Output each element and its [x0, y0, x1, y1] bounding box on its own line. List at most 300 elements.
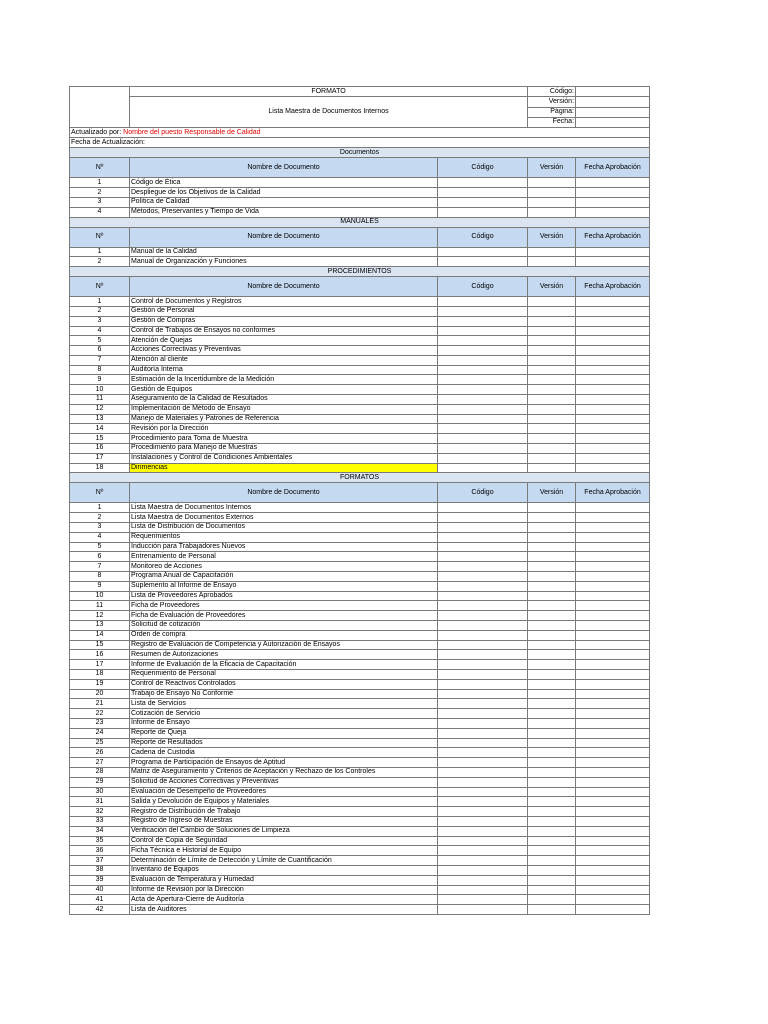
document-code[interactable] — [438, 679, 528, 689]
row-number: 37 — [70, 856, 130, 866]
document-version[interactable] — [528, 699, 576, 709]
document-code[interactable] — [438, 513, 528, 523]
document-code[interactable] — [438, 591, 528, 601]
document-version[interactable] — [528, 846, 576, 856]
document-approval-date[interactable] — [576, 767, 650, 777]
document-name: Ficha Técnica e Historial de Equipo — [130, 846, 438, 856]
document-version[interactable] — [528, 532, 576, 542]
document-name: Auditoría Interna — [130, 365, 438, 375]
document-name: Informe de Ensayo — [130, 718, 438, 728]
document-approval-date[interactable] — [576, 738, 650, 748]
document-code[interactable] — [438, 699, 528, 709]
document-code[interactable] — [438, 385, 528, 395]
table-row — [70, 826, 650, 836]
row-number: 1 — [70, 178, 130, 188]
table-row — [70, 385, 650, 395]
section-title-row — [70, 473, 650, 483]
document-version[interactable] — [528, 718, 576, 728]
document-version[interactable] — [528, 178, 576, 188]
table-row — [70, 562, 650, 572]
document-version[interactable] — [528, 758, 576, 768]
document-code[interactable] — [438, 365, 528, 375]
table-row — [70, 316, 650, 326]
document-version[interactable] — [528, 395, 576, 405]
document-version[interactable] — [528, 188, 576, 198]
document-code[interactable] — [438, 777, 528, 787]
document-code[interactable] — [438, 346, 528, 356]
document-code[interactable] — [438, 807, 528, 817]
row-number: 2 — [70, 257, 130, 267]
document-code[interactable] — [438, 434, 528, 444]
document-version[interactable] — [528, 591, 576, 601]
table-row — [70, 404, 650, 414]
document-approval-date[interactable] — [576, 601, 650, 611]
document-approval-date[interactable] — [576, 503, 650, 513]
document-approval-date[interactable] — [576, 895, 650, 905]
table-row — [70, 777, 650, 787]
document-version[interactable] — [528, 257, 576, 267]
document-approval-date[interactable] — [576, 365, 650, 375]
table-row — [70, 375, 650, 385]
document-code[interactable] — [438, 630, 528, 640]
document-approval-date[interactable] — [576, 816, 650, 826]
document-version[interactable] — [528, 905, 576, 915]
table-row — [70, 178, 650, 188]
document-name: Entrenamiento de Personal — [130, 552, 438, 562]
document-code[interactable] — [438, 247, 528, 257]
document-approval-date[interactable] — [576, 375, 650, 385]
document-approval-date[interactable] — [576, 709, 650, 719]
document-version[interactable] — [528, 385, 576, 395]
document-code[interactable] — [438, 826, 528, 836]
document-version[interactable] — [528, 572, 576, 582]
document-approval-date[interactable] — [576, 650, 650, 660]
document-version[interactable] — [528, 207, 576, 217]
document-version[interactable] — [528, 552, 576, 562]
document-approval-date[interactable] — [576, 797, 650, 807]
document-approval-date[interactable] — [576, 885, 650, 895]
table-row — [70, 453, 650, 463]
document-code[interactable] — [438, 787, 528, 797]
row-number: 3 — [70, 523, 130, 533]
row-number: 8 — [70, 572, 130, 582]
document-code[interactable] — [438, 188, 528, 198]
document-name: Estimación de la Incertidumbre de la Medición — [130, 375, 438, 385]
field-code-value[interactable] — [576, 87, 650, 97]
table-row — [70, 552, 650, 562]
document-version[interactable] — [528, 689, 576, 699]
document-approval-date[interactable] — [576, 865, 650, 875]
document-code[interactable] — [438, 552, 528, 562]
document-code[interactable] — [438, 444, 528, 454]
document-name: Procedimiento para Manejo de Muestras — [130, 444, 438, 454]
document-approval-date[interactable] — [576, 611, 650, 621]
document-code[interactable] — [438, 885, 528, 895]
document-approval-date[interactable] — [576, 689, 650, 699]
document-code[interactable] — [438, 846, 528, 856]
table-row — [70, 306, 650, 316]
document-code[interactable] — [438, 836, 528, 846]
document-approval-date[interactable] — [576, 875, 650, 885]
document-code[interactable] — [438, 856, 528, 866]
document-name: Cadena de Custodia — [130, 748, 438, 758]
document-code[interactable] — [438, 816, 528, 826]
document-approval-date[interactable] — [576, 453, 650, 463]
document-name: Matriz de Aseguramiento y Criterios de Aceptación y Rechazo de los Controles — [130, 767, 438, 777]
section-title: FORMATOS — [70, 473, 650, 483]
document-code[interactable] — [438, 395, 528, 405]
document-approval-date[interactable] — [576, 542, 650, 552]
column-header-row — [70, 158, 650, 178]
document-version[interactable] — [528, 326, 576, 336]
document-code[interactable] — [438, 453, 528, 463]
table-row — [70, 591, 650, 601]
document-approval-date[interactable] — [576, 787, 650, 797]
document-approval-date[interactable] — [576, 188, 650, 198]
document-approval-date[interactable] — [576, 660, 650, 670]
document-code[interactable] — [438, 257, 528, 267]
document-version[interactable] — [528, 562, 576, 572]
document-version[interactable] — [528, 523, 576, 533]
document-approval-date[interactable] — [576, 836, 650, 846]
row-number: 38 — [70, 865, 130, 875]
document-version[interactable] — [528, 611, 576, 621]
document-code[interactable] — [438, 355, 528, 365]
document-approval-date[interactable] — [576, 444, 650, 454]
col-header-date: Fecha Aprobación — [576, 277, 650, 297]
row-number: 10 — [70, 385, 130, 395]
row-number: 36 — [70, 846, 130, 856]
document-code[interactable] — [438, 197, 528, 207]
document-code[interactable] — [438, 581, 528, 591]
row-number: 19 — [70, 679, 130, 689]
row-number: 10 — [70, 591, 130, 601]
logo-cell — [70, 87, 130, 128]
document-approval-date[interactable] — [576, 728, 650, 738]
document-approval-date[interactable] — [576, 581, 650, 591]
table-row — [70, 905, 650, 915]
col-header-date: Fecha Aprobación — [576, 227, 650, 247]
row-number: 42 — [70, 905, 130, 915]
document-version[interactable] — [528, 463, 576, 473]
document-name: Reporte de Queja — [130, 728, 438, 738]
document-version[interactable] — [528, 434, 576, 444]
document-approval-date[interactable] — [576, 758, 650, 768]
document-sheet — [69, 86, 649, 915]
col-header-num: Nº — [70, 483, 130, 503]
document-approval-date[interactable] — [576, 523, 650, 533]
table-row — [70, 542, 650, 552]
row-number: 18 — [70, 670, 130, 680]
document-code[interactable] — [438, 414, 528, 424]
document-approval-date[interactable] — [576, 297, 650, 307]
document-approval-date[interactable] — [576, 572, 650, 582]
document-approval-date[interactable] — [576, 905, 650, 915]
table-row — [70, 365, 650, 375]
document-version[interactable] — [528, 346, 576, 356]
document-name: Registro de Ingreso de Muestras — [130, 816, 438, 826]
document-version[interactable] — [528, 650, 576, 660]
table-row — [70, 807, 650, 817]
document-code[interactable] — [438, 404, 528, 414]
table-row — [70, 738, 650, 748]
document-version[interactable] — [528, 247, 576, 257]
document-version[interactable] — [528, 787, 576, 797]
field-code-label: Código: — [528, 87, 576, 97]
document-version[interactable] — [528, 797, 576, 807]
document-version[interactable] — [528, 895, 576, 905]
document-code[interactable] — [438, 728, 528, 738]
updated-by-value: Nombre del puesto Responsable de Calidad — [123, 128, 261, 136]
document-version[interactable] — [528, 355, 576, 365]
document-code[interactable] — [438, 797, 528, 807]
row-number: 34 — [70, 826, 130, 836]
document-version[interactable] — [528, 807, 576, 817]
document-approval-date[interactable] — [576, 699, 650, 709]
document-approval-date[interactable] — [576, 385, 650, 395]
document-version[interactable] — [528, 297, 576, 307]
table-row — [70, 621, 650, 631]
document-code[interactable] — [438, 689, 528, 699]
document-approval-date[interactable] — [576, 178, 650, 188]
document-code[interactable] — [438, 463, 528, 473]
document-version[interactable] — [528, 660, 576, 670]
row-number: 1 — [70, 503, 130, 513]
updated-by-label: Actualizado por: — [71, 128, 122, 136]
document-code[interactable] — [438, 542, 528, 552]
row-number: 9 — [70, 375, 130, 385]
row-number: 6 — [70, 346, 130, 356]
document-name: Evaluación de Desempeño de Proveedores — [130, 787, 438, 797]
document-approval-date[interactable] — [576, 336, 650, 346]
document-approval-date[interactable] — [576, 846, 650, 856]
document-version[interactable] — [528, 542, 576, 552]
field-page-value[interactable] — [576, 107, 650, 117]
row-number: 4 — [70, 326, 130, 336]
document-version[interactable] — [528, 424, 576, 434]
col-header-version: Versión — [528, 483, 576, 503]
document-approval-date[interactable] — [576, 346, 650, 356]
document-version[interactable] — [528, 826, 576, 836]
row-number: 11 — [70, 601, 130, 611]
document-code[interactable] — [438, 640, 528, 650]
document-approval-date[interactable] — [576, 591, 650, 601]
document-name: Reporte de Resultados — [130, 738, 438, 748]
document-name: Acciones Correctivas y Preventivas — [130, 346, 438, 356]
document-version[interactable] — [528, 679, 576, 689]
document-version[interactable] — [528, 503, 576, 513]
table-row — [70, 865, 650, 875]
document-name: Verificación del Cambio de Soluciones de Limpieza — [130, 826, 438, 836]
document-name: Control de Documentos y Registros — [130, 297, 438, 307]
document-approval-date[interactable] — [576, 552, 650, 562]
table-row — [70, 197, 650, 207]
document-version[interactable] — [528, 777, 576, 787]
table-row — [70, 207, 650, 217]
row-number: 13 — [70, 414, 130, 424]
document-code[interactable] — [438, 660, 528, 670]
document-approval-date[interactable] — [576, 718, 650, 728]
document-code[interactable] — [438, 523, 528, 533]
document-approval-date[interactable] — [576, 316, 650, 326]
master-list-table — [69, 86, 650, 915]
col-header-num: Nº — [70, 277, 130, 297]
document-approval-date[interactable] — [576, 355, 650, 365]
document-approval-date[interactable] — [576, 247, 650, 257]
document-version[interactable] — [528, 728, 576, 738]
document-version[interactable] — [528, 670, 576, 680]
document-version[interactable] — [528, 453, 576, 463]
document-version[interactable] — [528, 885, 576, 895]
document-version[interactable] — [528, 375, 576, 385]
table-row — [70, 513, 650, 523]
row-number: 24 — [70, 728, 130, 738]
document-approval-date[interactable] — [576, 807, 650, 817]
row-number: 12 — [70, 611, 130, 621]
row-number: 4 — [70, 532, 130, 542]
document-code[interactable] — [438, 424, 528, 434]
document-version[interactable] — [528, 856, 576, 866]
row-number: 41 — [70, 895, 130, 905]
document-version[interactable] — [528, 836, 576, 846]
row-number: 14 — [70, 630, 130, 640]
document-code[interactable] — [438, 207, 528, 217]
document-version[interactable] — [528, 365, 576, 375]
document-code[interactable] — [438, 718, 528, 728]
document-version[interactable] — [528, 581, 576, 591]
document-approval-date[interactable] — [576, 670, 650, 680]
document-code[interactable] — [438, 326, 528, 336]
document-version[interactable] — [528, 404, 576, 414]
document-approval-date[interactable] — [576, 562, 650, 572]
table-row — [70, 188, 650, 198]
document-version[interactable] — [528, 816, 576, 826]
document-code[interactable] — [438, 875, 528, 885]
row-number: 4 — [70, 207, 130, 217]
document-code[interactable] — [438, 297, 528, 307]
document-approval-date[interactable] — [576, 463, 650, 473]
document-name: Lista de Servicios — [130, 699, 438, 709]
document-code[interactable] — [438, 336, 528, 346]
document-code[interactable] — [438, 865, 528, 875]
col-header-code: Código — [438, 227, 528, 247]
document-version[interactable] — [528, 865, 576, 875]
document-code[interactable] — [438, 375, 528, 385]
col-header-code: Código — [438, 483, 528, 503]
document-version[interactable] — [528, 414, 576, 424]
document-code[interactable] — [438, 306, 528, 316]
table-row — [70, 247, 650, 257]
document-version[interactable] — [528, 621, 576, 631]
document-version[interactable] — [528, 444, 576, 454]
document-approval-date[interactable] — [576, 414, 650, 424]
document-approval-date[interactable] — [576, 856, 650, 866]
document-approval-date[interactable] — [576, 679, 650, 689]
field-date-value[interactable] — [576, 117, 650, 127]
table-row — [70, 679, 650, 689]
document-version[interactable] — [528, 738, 576, 748]
document-approval-date[interactable] — [576, 532, 650, 542]
document-version[interactable] — [528, 748, 576, 758]
document-approval-date[interactable] — [576, 306, 650, 316]
col-header-name: Nombre de Documento — [130, 158, 438, 178]
header-row-2 — [70, 97, 650, 107]
field-version-value[interactable] — [576, 97, 650, 107]
document-approval-date[interactable] — [576, 621, 650, 631]
row-number: 5 — [70, 336, 130, 346]
document-code[interactable] — [438, 601, 528, 611]
document-code[interactable] — [438, 503, 528, 513]
document-code[interactable] — [438, 572, 528, 582]
field-date-label: Fecha: — [528, 117, 576, 127]
table-row — [70, 885, 650, 895]
document-approval-date[interactable] — [576, 207, 650, 217]
document-code[interactable] — [438, 895, 528, 905]
document-approval-date[interactable] — [576, 640, 650, 650]
document-code[interactable] — [438, 316, 528, 326]
document-approval-date[interactable] — [576, 404, 650, 414]
table-row — [70, 326, 650, 336]
document-version[interactable] — [528, 640, 576, 650]
document-version[interactable] — [528, 630, 576, 640]
section-title-row — [70, 267, 650, 277]
document-code[interactable] — [438, 650, 528, 660]
document-code[interactable] — [438, 562, 528, 572]
document-version[interactable] — [528, 513, 576, 523]
document-approval-date[interactable] — [576, 513, 650, 523]
updated-by-row — [70, 127, 650, 137]
document-code[interactable] — [438, 621, 528, 631]
document-code[interactable] — [438, 178, 528, 188]
document-approval-date[interactable] — [576, 197, 650, 207]
document-version[interactable] — [528, 767, 576, 777]
row-number: 9 — [70, 581, 130, 591]
document-approval-date[interactable] — [576, 395, 650, 405]
document-code[interactable] — [438, 532, 528, 542]
document-version[interactable] — [528, 336, 576, 346]
document-version[interactable] — [528, 306, 576, 316]
table-row — [70, 581, 650, 591]
document-approval-date[interactable] — [576, 748, 650, 758]
document-version[interactable] — [528, 875, 576, 885]
document-code[interactable] — [438, 709, 528, 719]
document-approval-date[interactable] — [576, 424, 650, 434]
document-approval-date[interactable] — [576, 326, 650, 336]
document-code[interactable] — [438, 738, 528, 748]
document-name: Determinación de Límite de Detección y Límite de Cuantificación — [130, 856, 438, 866]
document-name: Implementación de Método de Ensayo — [130, 404, 438, 414]
document-code[interactable] — [438, 611, 528, 621]
document-version[interactable] — [528, 197, 576, 207]
document-version[interactable] — [528, 709, 576, 719]
document-code[interactable] — [438, 767, 528, 777]
document-code[interactable] — [438, 748, 528, 758]
document-approval-date[interactable] — [576, 257, 650, 267]
document-code[interactable] — [438, 758, 528, 768]
document-code[interactable] — [438, 905, 528, 915]
document-approval-date[interactable] — [576, 630, 650, 640]
document-name: Orden de compra — [130, 630, 438, 640]
table-row — [70, 395, 650, 405]
document-approval-date[interactable] — [576, 777, 650, 787]
document-name: Trabajo de Ensayo No Conforme — [130, 689, 438, 699]
document-approval-date[interactable] — [576, 434, 650, 444]
document-version[interactable] — [528, 601, 576, 611]
document-code[interactable] — [438, 670, 528, 680]
column-header-row — [70, 277, 650, 297]
document-approval-date[interactable] — [576, 826, 650, 836]
document-version[interactable] — [528, 316, 576, 326]
